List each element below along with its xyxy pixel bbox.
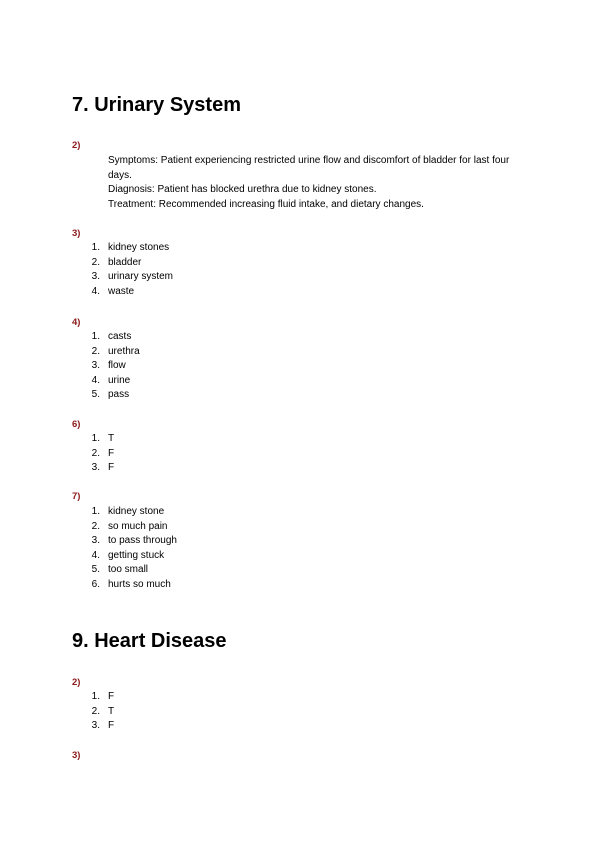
answer-list	[0, 432, 114, 476]
list-item	[0, 461, 114, 476]
list-item	[0, 549, 177, 564]
question-number: 6)	[72, 419, 81, 430]
list-item-text: bladder	[108, 256, 142, 268]
list-item	[0, 447, 114, 462]
list-item-text: T	[108, 705, 115, 717]
treatment-text: Treatment: Recommended increasing fluid intake, and dietary changes.	[108, 198, 424, 210]
list-item-text: too small	[108, 564, 149, 576]
list-item	[0, 505, 177, 520]
list-item-text: kidney stone	[108, 506, 165, 517]
list-item-text: so much pain	[108, 520, 168, 532]
list-item-text: kidney stones	[108, 242, 170, 253]
list-marker: 3.	[91, 720, 100, 732]
list-marker: 6.	[91, 578, 100, 590]
list-item-text: F	[108, 720, 115, 732]
list-marker: 2.	[91, 256, 100, 268]
list-item	[0, 578, 177, 593]
section-title-heart-disease: 9. Heart Disease	[72, 630, 227, 652]
symptoms-text: Symptoms: Patient experiencing restricted urine flow and discomfort of bladder for last four days.	[108, 155, 510, 181]
list-item-text: to pass through	[108, 535, 177, 547]
question-number: 3)	[72, 750, 81, 761]
list-marker: 3.	[91, 462, 100, 474]
question-number: 2)	[72, 140, 81, 151]
list-item	[0, 256, 173, 271]
list-item	[0, 432, 114, 447]
list-item-text: waste	[108, 285, 135, 297]
list-item	[0, 705, 114, 720]
list-marker: 1.	[91, 433, 100, 444]
list-item-text: getting stuck	[108, 549, 165, 561]
list-marker: 2.	[91, 345, 100, 357]
list-item	[0, 388, 140, 403]
section-title-urinary-system: 7. Urinary System	[72, 94, 241, 116]
answer-list	[0, 330, 140, 403]
question-number: 7)	[72, 491, 81, 502]
list-item-text: urine	[108, 374, 131, 386]
list-marker: 4.	[91, 285, 100, 297]
list-item-text: F	[108, 462, 115, 474]
question-number: 3)	[72, 228, 81, 239]
list-item-text: pass	[108, 389, 130, 401]
question-number: 4)	[72, 317, 81, 328]
list-marker: 1.	[91, 691, 100, 702]
list-item	[0, 520, 177, 535]
list-item	[0, 563, 177, 578]
list-marker: 3.	[91, 535, 100, 547]
list-item	[0, 374, 140, 389]
list-item	[0, 241, 173, 256]
list-item-text: urinary system	[108, 271, 174, 283]
list-item	[0, 345, 140, 360]
list-marker: 3.	[91, 271, 100, 283]
list-marker: 1.	[91, 331, 100, 342]
list-item	[0, 534, 177, 549]
list-item	[0, 270, 173, 285]
question-number: 2)	[72, 677, 81, 688]
answer-list	[0, 505, 177, 593]
list-item-text: F	[108, 447, 115, 459]
list-marker: 5.	[91, 564, 100, 576]
list-marker: 2.	[91, 705, 100, 717]
list-item	[0, 330, 140, 345]
list-marker: 3.	[91, 360, 100, 372]
list-item-text: flow	[108, 360, 126, 372]
list-marker: 1.	[91, 506, 100, 517]
list-marker: 2.	[91, 447, 100, 459]
list-item-text: T	[108, 433, 115, 444]
list-item-text: F	[108, 691, 115, 702]
list-item-text: urethra	[108, 345, 140, 357]
diagnosis-text: Diagnosis: Patient has blocked urethra due to kidney stones.	[108, 184, 377, 195]
answer-list	[0, 690, 114, 734]
list-marker: 5.	[91, 389, 100, 401]
list-marker: 2.	[91, 520, 100, 532]
list-item-text: hurts so much	[108, 578, 171, 590]
list-marker: 4.	[91, 549, 100, 561]
list-item	[0, 285, 173, 300]
list-item	[0, 690, 114, 705]
case-paragraph	[108, 154, 528, 212]
list-item	[0, 359, 140, 374]
list-marker: 1.	[91, 242, 100, 253]
list-item-text: casts	[108, 331, 132, 342]
list-item	[0, 719, 114, 734]
list-marker: 4.	[91, 374, 100, 386]
answer-list	[0, 241, 173, 299]
